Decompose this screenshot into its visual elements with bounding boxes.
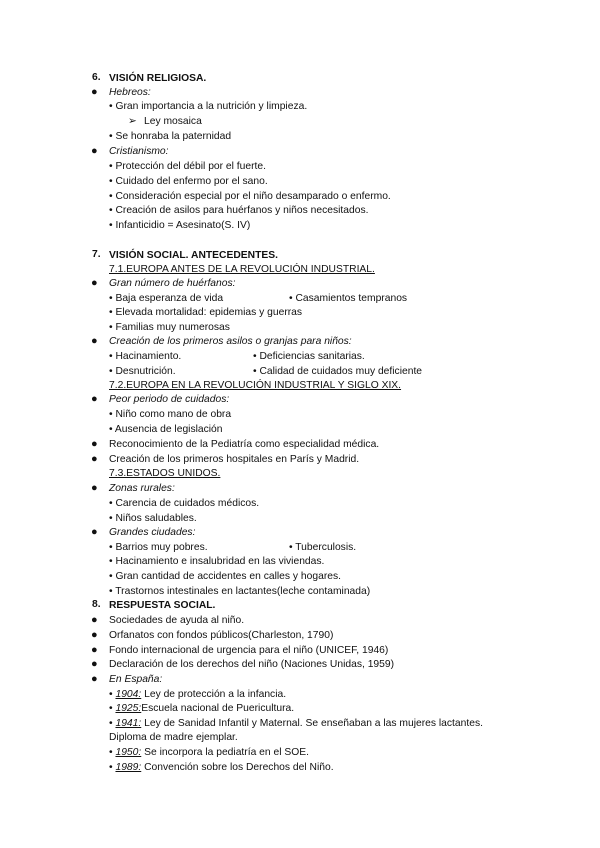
subheading: Cristianismo:: [109, 146, 169, 157]
subheading: Hebreos:: [109, 87, 151, 98]
year-label: 1904:: [115, 689, 142, 700]
subheading: En España:: [109, 674, 163, 685]
list-item: Reconocimiento de la Pediatría como especialidad médica.: [109, 439, 380, 450]
subheading: Grandes ciudades:: [109, 527, 196, 538]
bullet-dot: ●: [91, 614, 98, 626]
list-item: Orfanatos con fondos públicos(Charleston, 1790): [109, 630, 334, 641]
bullet-dot: ●: [91, 277, 98, 289]
list-item-continuation: Diploma de madre ejemplar.: [109, 732, 238, 743]
arrow-bullet-icon: ➢: [128, 116, 137, 127]
subheading: Peor periodo de cuidados:: [109, 394, 230, 405]
section-number: 6.: [92, 72, 101, 83]
bullet-dot: ●: [91, 86, 98, 98]
list-item: • Infanticidio = Asesinato(S. IV): [109, 220, 251, 231]
bullet-dot: ●: [91, 526, 98, 538]
list-item: Creación de los primeros hospitales en París y Madrid.: [109, 454, 360, 465]
bullet-dot: ●: [91, 644, 98, 656]
subsection-title: 7.1.EUROPA ANTES DE LA REVOLUCIÓN INDUSTRIAL.: [109, 264, 375, 275]
list-item: • 1989: Convención sobre los Derechos del Niño.: [109, 762, 334, 773]
list-item: • Protección del débil por el fuerte.: [109, 161, 267, 172]
list-item: Sociedades de ayuda al niño.: [109, 615, 245, 626]
list-item: • Gran cantidad de accidentes en calles y hogares.: [109, 571, 341, 582]
list-item: • Barrios muy pobres.: [109, 542, 208, 553]
list-item: • Baja esperanza de vida: [109, 293, 224, 304]
bullet-dot: ●: [91, 438, 98, 450]
list-item: • Creación de asilos para huérfanos y niños necesitados.: [109, 205, 369, 216]
subheading: Creación de los primeros asilos o granjas para niños:: [109, 336, 352, 347]
subsection-title: 7.3.ESTADOS UNIDOS.: [109, 468, 221, 479]
list-item: • 1925:Escuela nacional de Puericultura.: [109, 703, 295, 714]
list-item: • Niños saludables.: [109, 513, 197, 524]
list-item: • Ausencia de legislación: [109, 424, 223, 435]
list-item: • Elevada mortalidad: epidemias y guerras: [109, 307, 303, 318]
list-item: • Cuidado del enfermo por el sano.: [109, 176, 268, 187]
list-item: Declaración de los derechos del niño (Naciones Unidas, 1959): [109, 659, 395, 670]
bullet-dot: ●: [91, 393, 98, 405]
list-item: • Se honraba la paternidad: [109, 131, 232, 142]
section-number: 7.: [92, 249, 101, 260]
list-item: • 1904: Ley de protección a la infancia.: [109, 689, 287, 700]
subsection-title: 7.2.EUROPA EN LA REVOLUCIÓN INDUSTRIAL Y SIGLO XIX.: [109, 380, 402, 391]
list-item: • Trastornos intestinales en lactantes(leche contaminada): [109, 586, 371, 597]
item-text: Se incorpora la pediatría en el SOE.: [141, 747, 309, 758]
item-text: Ley de protección a la infancia.: [141, 689, 287, 700]
list-item: • 1950: Se incorpora la pediatría en el SOE.: [109, 747, 309, 758]
list-item: • Hacinamiento.: [109, 351, 182, 362]
list-item: • Niño como mano de obra: [109, 409, 232, 420]
section-title: RESPUESTA SOCIAL.: [109, 600, 216, 611]
year-label: 1941:: [115, 718, 142, 729]
bullet-dot: ●: [91, 145, 98, 157]
list-item: • Tuberculosis.: [289, 542, 357, 553]
bullet-dot: ●: [91, 482, 98, 494]
list-item: • Hacinamiento e insalubridad en las viviendas.: [109, 556, 325, 567]
list-item: • Desnutrición.: [109, 366, 176, 377]
list-item: • Consideración especial por el niño desamparado o enfermo.: [109, 191, 391, 202]
list-item: • Gran importancia a la nutrición y limpieza.: [109, 101, 308, 112]
list-item: • 1941: Ley de Sanidad Infantil y Maternal. Se enseñaban a las mujeres lactantes.: [109, 718, 483, 729]
list-item: • Calidad de cuidados muy deficiente: [253, 366, 423, 377]
bullet-dot: ●: [91, 673, 98, 685]
year-label: 1925:: [115, 703, 142, 714]
list-item: • Casamientos tempranos: [289, 293, 408, 304]
list-item: • Carencia de cuidados médicos.: [109, 498, 260, 509]
subheading: Gran número de huérfanos:: [109, 278, 236, 289]
bullet-dot: ●: [91, 629, 98, 641]
subheading: Zonas rurales:: [109, 483, 175, 494]
item-text: Convención sobre los Derechos del Niño.: [141, 762, 334, 773]
list-item: Ley mosaica: [144, 116, 202, 127]
list-item: Fondo internacional de urgencia para el niño (UNICEF, 1946): [109, 645, 389, 656]
item-text: Escuela nacional de Puericultura.: [141, 703, 295, 714]
year-label: 1950:: [115, 747, 142, 758]
item-text: Ley de Sanidad Infantil y Maternal. Se enseñaban a las mujeres lactantes.: [141, 718, 483, 729]
list-item: • Deficiencias sanitarias.: [253, 351, 365, 362]
list-item: • Familias muy numerosas: [109, 322, 230, 333]
section-title: VISIÓN SOCIAL. ANTECEDENTES.: [109, 250, 278, 261]
bullet-dot: ●: [91, 335, 98, 347]
section-title: VISIÓN RELIGIOSA.: [109, 73, 207, 84]
year-label: 1989:: [115, 762, 142, 773]
section-number: 8.: [92, 599, 101, 610]
bullet-dot: ●: [91, 453, 98, 465]
bullet-dot: ●: [91, 658, 98, 670]
